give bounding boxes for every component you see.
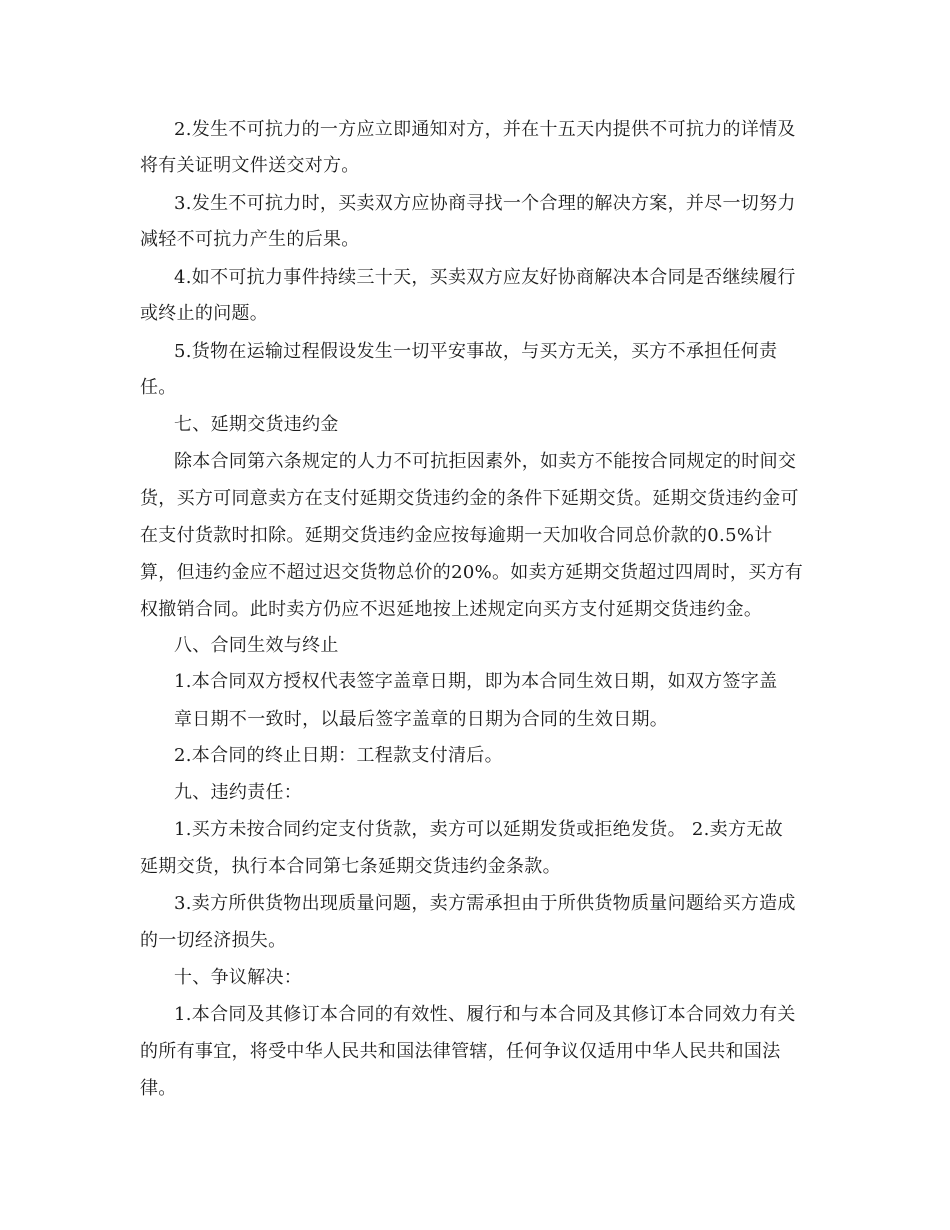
clause-6-3-line-1: 3.发生不可抗力时，买卖双方应协商寻找一个合理的解决方案，并尽一切努力 (174, 193, 796, 214)
clause-8-1-line-2: 章日期不一致时，以最后签字盖章的日期为合同的生效日期。 (174, 709, 669, 730)
section-7-body-line-1: 除本合同第六条规定的人力不可抗拒因素外，如卖方不能按合同规定的时间交 (174, 451, 797, 472)
clause-6-2-line-1: 2.发生不可抗力的一方应立即通知对方，并在十五天内提供不可抗力的详情及 (174, 119, 796, 140)
clause-10-1-line-3: 律。 (140, 1078, 177, 1099)
clause-9-3-line-1: 3.卖方所供货物出现质量问题，卖方需承担由于所供货物质量问题给买方造成 (174, 893, 796, 914)
clause-6-4-line-1: 4.如不可抗力事件持续三十天，买卖双方应友好协商解决本合同是否继续履行 (174, 267, 796, 288)
section-10-heading: 十、争议解决： (174, 967, 303, 988)
clause-6-3-line-2: 减轻不可抗力产生的后果。 (140, 229, 360, 250)
section-8-heading: 八、合同生效与终止 (174, 635, 339, 656)
clause-6-4-line-2: 或终止的问题。 (140, 303, 269, 324)
clause-9-1-line-1: 1.买方未按合同约定支付货款，卖方可以延期发货或拒绝发货。 2.卖方无故 (174, 819, 783, 840)
clause-6-2-line-2: 将有关证明文件送交对方。 (140, 155, 360, 176)
section-7-body-line-2: 货，买方可同意卖方在支付延期交货违约金的条件下延期交货。延期交货违约金可 (140, 488, 799, 509)
clause-6-5-line-2: 任。 (140, 377, 177, 398)
section-7-heading: 七、延期交货违约金 (174, 414, 339, 435)
clause-8-2: 2.本合同的终止日期：工程款支付清后。 (174, 745, 503, 766)
clause-10-1-line-1: 1.本合同及其修订本合同的有效性、履行和与本合同及其修订本合同效力有关 (174, 1004, 796, 1025)
clause-9-1-line-2: 延期交货，执行本合同第七条延期交货违约金条款。 (140, 856, 561, 877)
clause-6-5-line-1: 5.货物在运输过程假设发生一切平安事故，与买方无关，买方不承担任何责 (174, 341, 778, 362)
section-7-body-line-3: 在支付货款时扣除。延期交货违约金应按每逾期一天加收合同总价款的0.5%计 (140, 525, 773, 546)
clause-8-1-line-1: 1.本合同双方授权代表签字盖章日期，即为本合同生效日期，如双方签字盖 (174, 671, 778, 692)
section-7-body-line-4: 算，但违约金应不超过迟交货物总价的20%。如卖方延期交货超过四周时，买方有 (140, 562, 804, 583)
clause-9-3-line-2: 的一切经济损失。 (140, 930, 287, 951)
clause-10-1-line-2: 的所有事宜，将受中华人民共和国法律管辖，任何争议仅适用中华人民共和国法 (140, 1041, 781, 1062)
section-9-heading: 九、违约责任： (174, 782, 303, 803)
section-7-body-line-5: 权撤销合同。此时卖方仍应不迟延地按上述规定向买方支付延期交货违约金。 (140, 599, 763, 620)
